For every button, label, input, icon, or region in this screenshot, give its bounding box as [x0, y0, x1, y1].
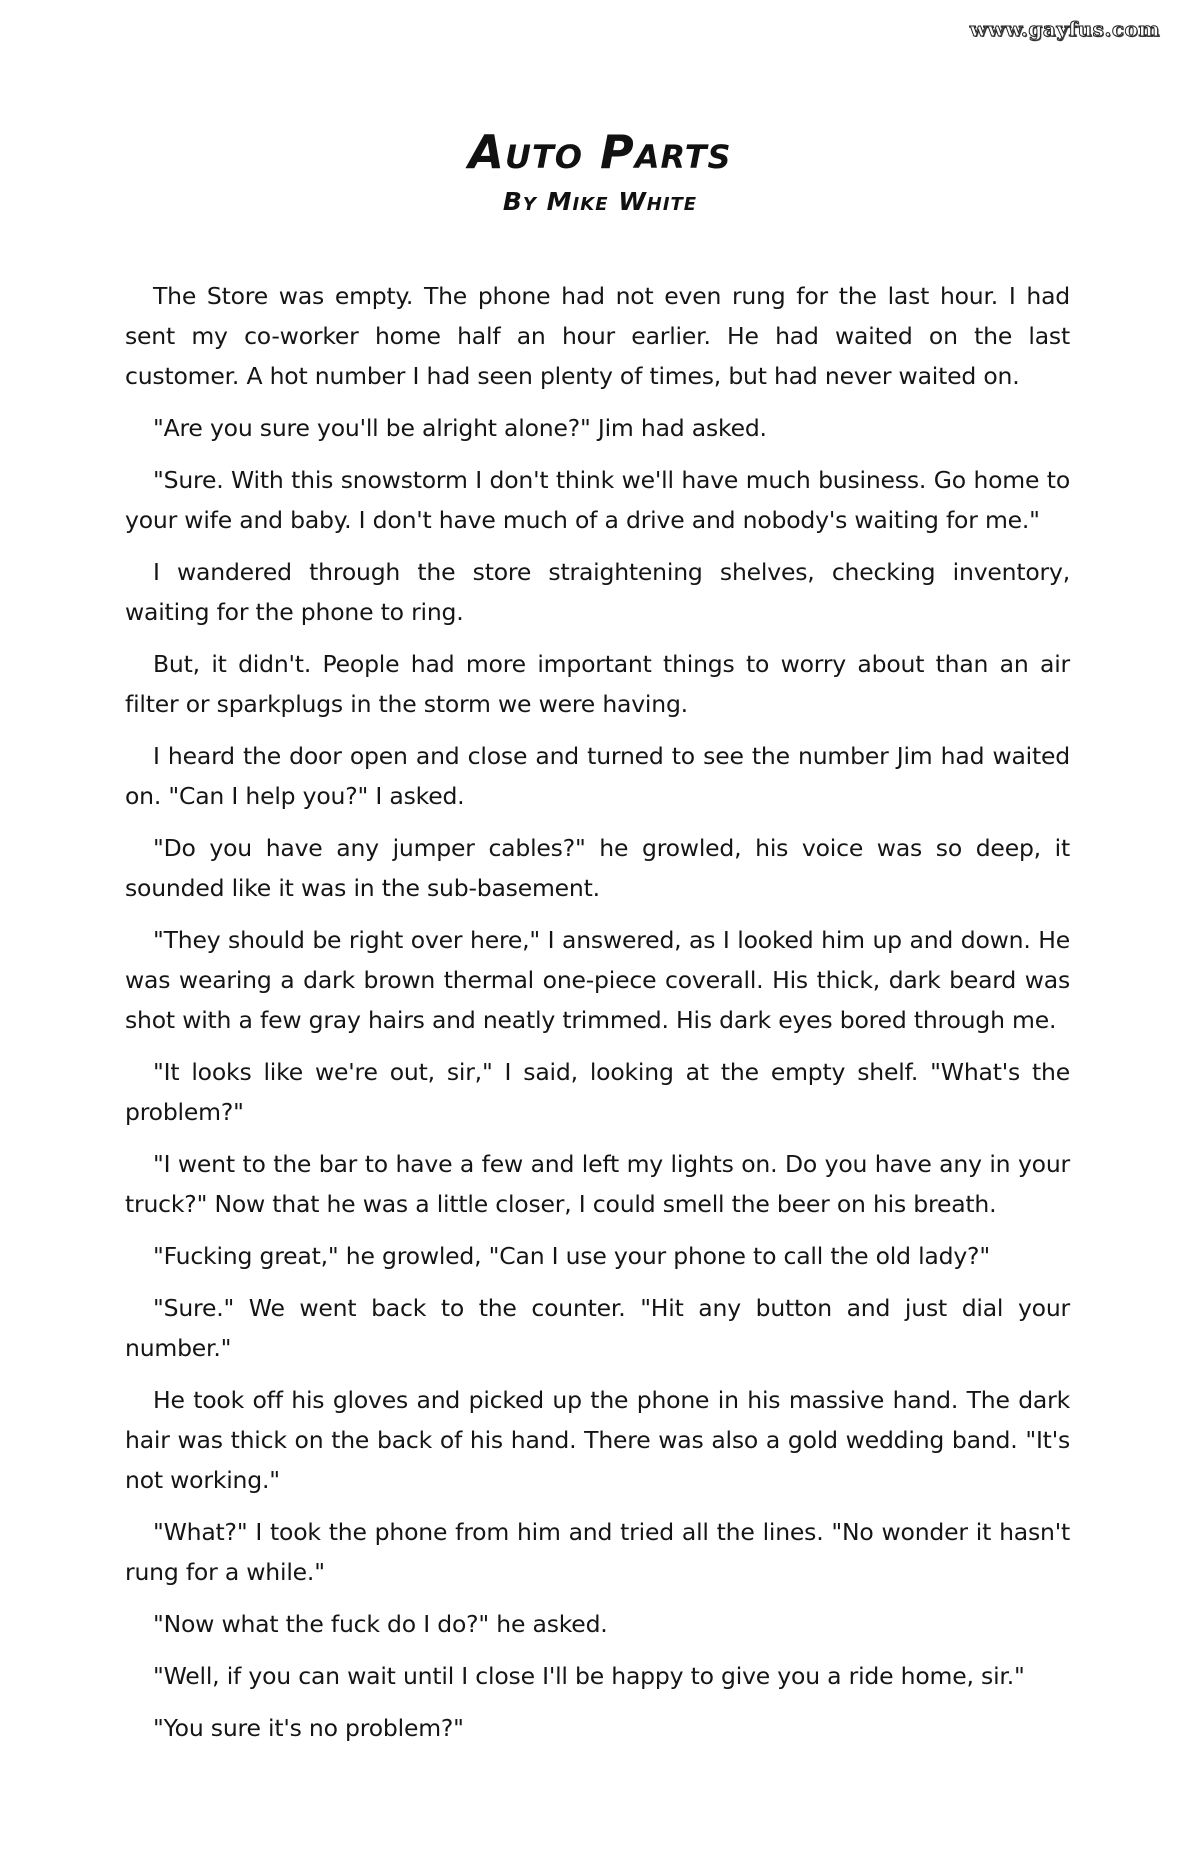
- paragraph: He took off his gloves and picked up the phone in his massive hand. The dark hair was thick on the back of his hand. There was also a gold wedding band. "It's not working.": [125, 1386, 1070, 1494]
- paragraph: "I went to the bar to have a few and left my lights on. Do you have any in your truck?" Now that he was a little closer, I could smell the beer on his breath.: [125, 1150, 1070, 1218]
- paragraph: The Store was empty. The phone had not even rung for the last hour. I had sent my co-worker home half an hour earlier. He had waited on the last customer. A hot number I had seen plenty of times, but had never waited on.: [125, 282, 1070, 390]
- paragraph: "Now what the fuck do I do?" he asked.: [153, 1610, 608, 1638]
- paragraph: "You sure it's no problem?": [153, 1714, 464, 1742]
- paragraph: "Sure. With this snowstorm I don't think we'll have much business. Go home to your wife and baby. I don't have much of a drive and nobody's waiting for me.": [125, 466, 1070, 534]
- paragraph: But, it didn't. People had more important things to worry about than an air filter or sparkplugs in the storm we were having.: [125, 650, 1070, 718]
- story-title: Auto Parts: [468, 125, 732, 179]
- paragraph: "Do you have any jumper cables?" he growled, his voice was so deep, it sounded like it was in the sub-basement.: [125, 834, 1070, 902]
- paragraph: I wandered through the store straightening shelves, checking inventory, waiting for the phone to ring.: [125, 558, 1070, 626]
- story-body: [125, 276, 1070, 1760]
- paragraph: "It looks like we're out, sir," I said, looking at the empty shelf. "What's the problem?": [125, 1058, 1070, 1126]
- paragraph: "Well, if you can wait until I close I'll be happy to give you a ride home, sir.": [153, 1662, 1025, 1690]
- paragraph: "Sure." We went back to the counter. "Hit any button and just dial your number.": [125, 1294, 1070, 1362]
- paragraph: "They should be right over here," I answered, as I looked him up and down. He was wearing a dark brown thermal one-piece coverall. His thick, dark beard was shot with a few gray hairs and neatly trimmed. His dark eyes bored through me.: [125, 926, 1070, 1034]
- paragraph: "What?" I took the phone from him and tried all the lines. "No wonder it hasn't rung for a while.": [125, 1518, 1070, 1586]
- story-header: [0, 122, 1200, 218]
- site-watermark: www.gayfus.com: [960, 14, 1170, 45]
- paragraph: "Are you sure you'll be alright alone?" Jim had asked.: [153, 414, 767, 442]
- story-byline: By Mike White: [502, 187, 698, 216]
- paragraph: I heard the door open and close and turned to see the number Jim had waited on. "Can I help you?" I asked.: [125, 742, 1070, 810]
- paragraph: "Fucking great," he growled, "Can I use your phone to call the old lady?": [153, 1242, 990, 1270]
